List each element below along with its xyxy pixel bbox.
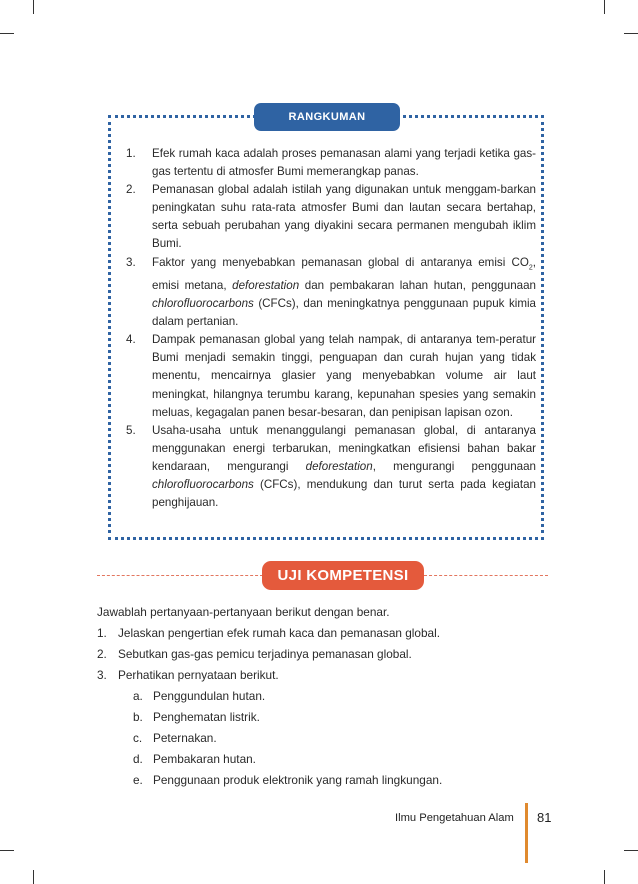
sub-item-text: Penggunaan produk elektronik yang ramah lingkungan. xyxy=(153,773,443,787)
crop-mark xyxy=(604,0,605,14)
footer-subject: Ilmu Pengetahuan Alam xyxy=(395,812,514,824)
item-text: , mengurangi penggunaan xyxy=(372,459,537,473)
sub-item-letter: c. xyxy=(133,731,143,745)
item-number: 3. xyxy=(126,255,136,269)
item-number: 2. xyxy=(126,183,136,197)
question-item xyxy=(97,665,547,686)
sub-item xyxy=(97,707,547,728)
question-number: 2. xyxy=(97,647,107,661)
summary-item xyxy=(118,254,536,332)
item-text: dan pembakaran lahan hutan, penggunaan xyxy=(299,278,536,292)
sub-item-letter: d. xyxy=(133,752,143,766)
page-number: 81 xyxy=(537,810,552,825)
summary-list xyxy=(118,145,536,512)
uji-kompetensi-title: UJI KOMPETENSI xyxy=(262,561,424,590)
crop-mark xyxy=(33,870,34,884)
sub-item-text: Peternakan. xyxy=(153,731,217,745)
question-number: 1. xyxy=(97,626,107,640)
item-text: (CFCs), dan meningkatnya penggunaan pupuk kimia dalam pertanian. xyxy=(152,297,536,329)
item-text: , emisi metana, xyxy=(152,255,536,292)
sub-item xyxy=(97,770,547,791)
item-text: Dampak pemanasan global yang telah nampak, di antaranya tem-peratur Bumi menjadi semakin tinggi, penguapan dan curah hujan yang tidak menentu, mencairnya glasier yang menyebabkan volume air laut meningkat, hilangnya terumbu karang, kepunahan spesies yang semakin meluas, kegagalan panen besar-besaran, dan penipisan lapisan ozon. xyxy=(152,333,536,419)
question-item xyxy=(97,644,547,665)
crop-mark xyxy=(624,850,638,851)
italic-term: chlorofluorocarbons xyxy=(152,297,254,311)
summary-item xyxy=(118,422,536,512)
sub-item-text: Penggundulan hutan. xyxy=(153,689,266,703)
question-item xyxy=(97,623,547,644)
question-intro: Jawablah pertanyaan-pertanyaan berikut dengan benar. xyxy=(97,605,390,619)
item-number: 5. xyxy=(126,423,136,437)
subscript: 2 xyxy=(528,263,533,271)
summary-item xyxy=(118,331,536,421)
item-text: Pemanasan global adalah istilah yang digunakan untuk menggam-barkan peningkatan suhu rata-rata atmosfer Bumi dan lautan secara bertahap, serta sebuah perubahan yang diyakini secara permanen mengubah iklim Bumi. xyxy=(152,183,536,251)
crop-mark xyxy=(0,850,14,851)
summary-title: RANGKUMAN xyxy=(254,103,400,131)
crop-mark xyxy=(624,33,638,34)
sub-item-letter: a. xyxy=(133,689,143,703)
question-text: Sebutkan gas-gas pemicu terjadinya pemanasan global. xyxy=(118,647,412,661)
question-text: Perhatikan pernyataan berikut. xyxy=(118,668,279,682)
crop-mark xyxy=(0,33,14,34)
italic-term: chlorofluorocarbons xyxy=(152,478,254,491)
summary-item xyxy=(118,181,536,253)
item-text: Efek rumah kaca adalah proses pemanasan alami yang terjadi ketika gas-gas tertentu di atmosfer Bumi memerangkap panas. xyxy=(152,147,536,179)
sub-item xyxy=(97,728,547,749)
sub-item-text: Pembakaran hutan. xyxy=(153,752,256,766)
item-text: Faktor yang menyebabkan pemanasan global di antaranya emisi CO xyxy=(152,255,529,269)
question-number: 3. xyxy=(97,668,107,682)
crop-mark xyxy=(33,0,34,14)
question-list xyxy=(97,602,547,791)
sub-item-letter: e. xyxy=(133,773,143,787)
divider xyxy=(424,575,548,576)
item-text: Usaha-usaha untuk menanggulangi pemanasan global, di antaranya menggunakan energi terbarukan, meningkatkan efisiensi bahan bakar kendaraan, mengurangi xyxy=(152,423,536,473)
italic-term: deforestation xyxy=(305,459,373,473)
item-number: 4. xyxy=(126,333,136,347)
divider xyxy=(97,575,263,576)
sub-item-text: Penghematan listrik. xyxy=(153,710,260,724)
sub-item-letter: b. xyxy=(133,710,143,724)
footer-divider xyxy=(525,803,528,863)
item-text: (CFCs), mendukung dan turut serta pada kegiatan penghijauan. xyxy=(152,478,536,510)
summary-item xyxy=(118,145,536,181)
italic-term: deforestation xyxy=(232,278,300,292)
sub-item xyxy=(97,749,547,770)
crop-mark xyxy=(604,870,605,884)
question-text: Jelaskan pengertian efek rumah kaca dan pemanasan global. xyxy=(118,626,441,640)
item-number: 1. xyxy=(126,147,136,160)
sub-item xyxy=(97,686,547,707)
